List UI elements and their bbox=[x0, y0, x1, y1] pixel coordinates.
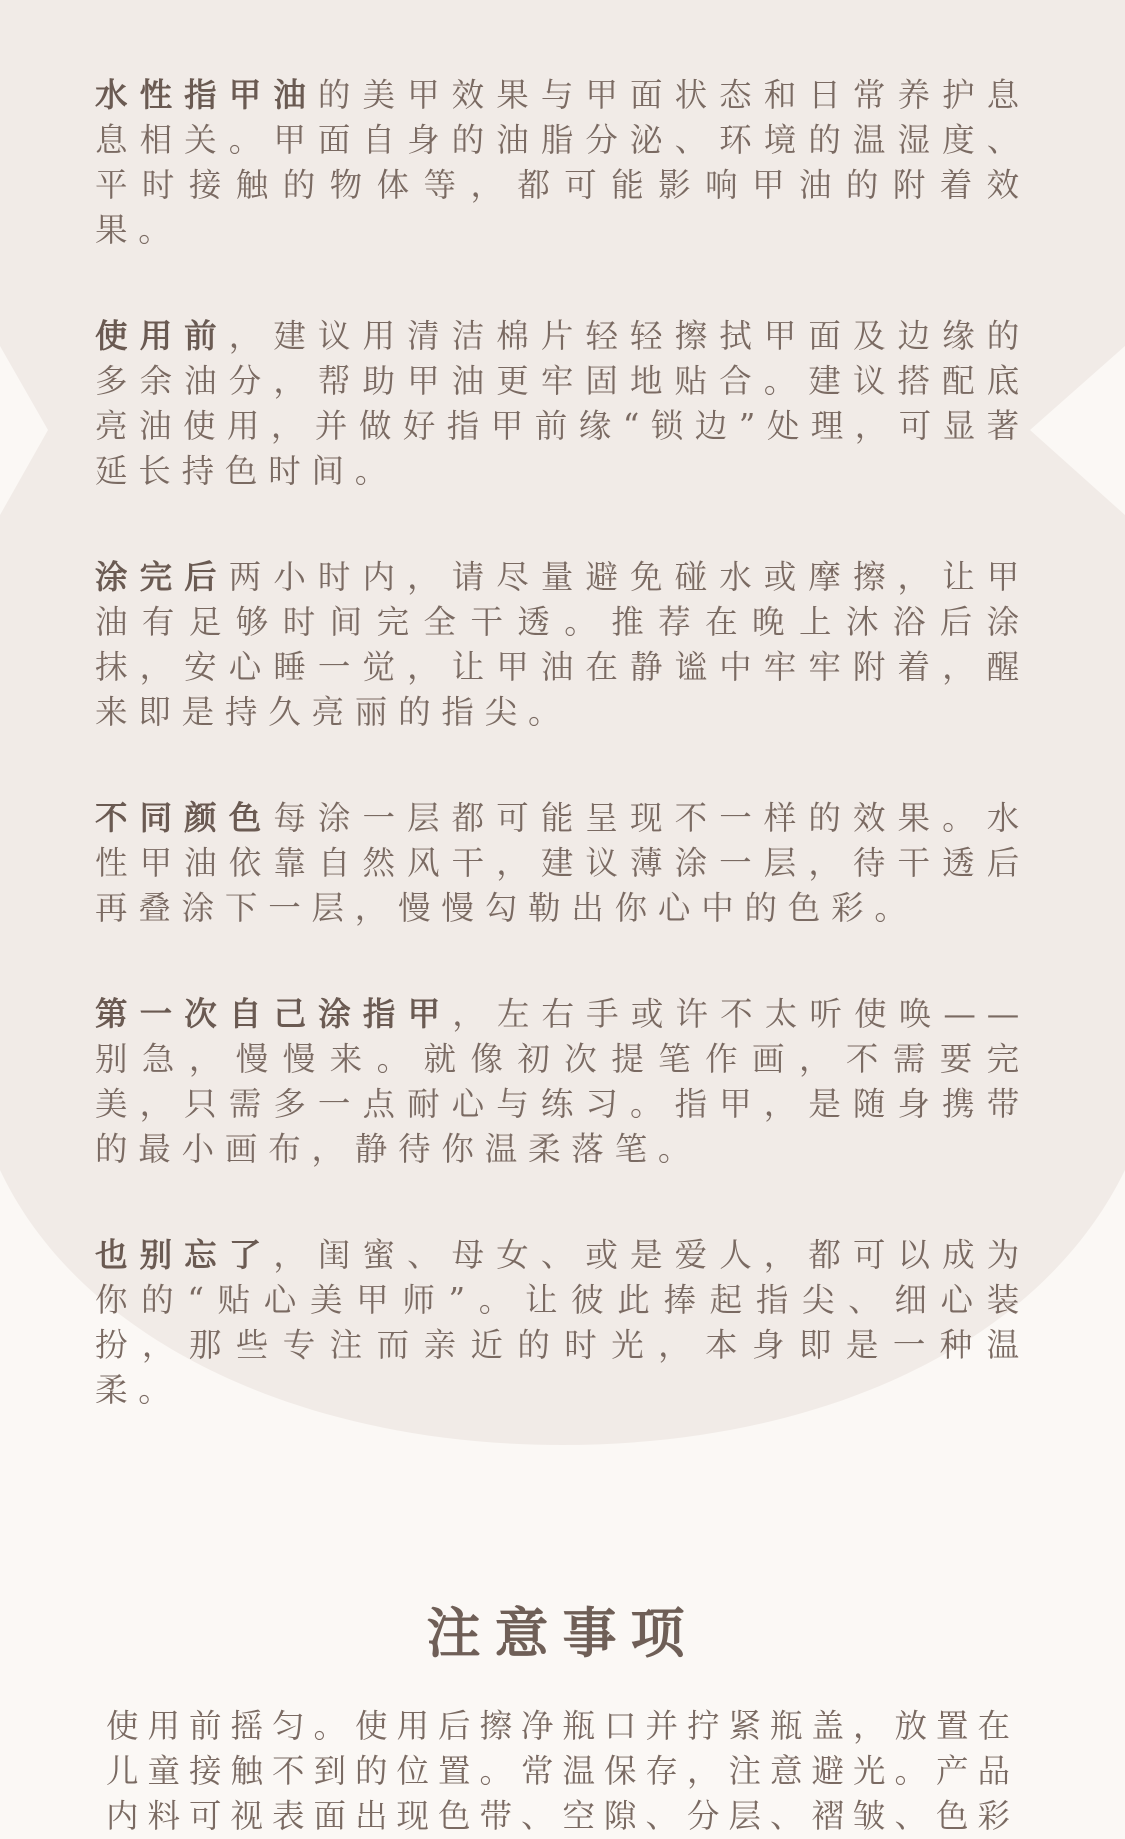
tip-text: 的美甲效果与甲面状态和日常养护息息相关。甲面自身的油脂分泌、环境的温湿度、平时接触的物体等，都可能影响甲油的附着效果。 bbox=[95, 76, 1030, 249]
precautions-body: 使用前摇匀。使用后擦净瓶口并拧紧瓶盖，放置在儿童接触不到的位置。常温保存，注意避光。产品内料可视表面出现色带、空隙、分层、褶皱、色彩 bbox=[105, 1707, 1019, 1835]
tip-lead: 不同颜色 bbox=[95, 798, 274, 837]
tip-text: ，闺蜜、母女、或是爱人，都可以成为你的“贴心美甲师”。让彼此捧起指尖、细心装扮，那些专注而亲近的时光，本身即是一种温柔。 bbox=[95, 1236, 1030, 1409]
tip-lead: 使用前 bbox=[95, 316, 229, 355]
tip-paragraph-after-application bbox=[95, 554, 1030, 735]
precautions-title: 注意事项 bbox=[426, 1601, 699, 1665]
tip-lead: 水性指甲油 bbox=[95, 75, 318, 114]
tip-text: 每涂一层都可能呈现不一样的效果。水性甲油依靠自然风干，建议薄涂一层，待干透后再叠涂下一层，慢慢勾勒出你心中的色彩。 bbox=[95, 799, 1030, 927]
tip-paragraph-dont-forget bbox=[95, 1232, 1030, 1413]
tip-paragraph-different-colors bbox=[95, 795, 1030, 931]
tip-text: ，建议用清洁棉片轻轻擦拭甲面及边缘的多余油分，帮助甲油更牢固地贴合。建议搭配底亮油使用，并做好指甲前缘“锁边”处理，可显著延长持色时间。 bbox=[95, 317, 1031, 490]
tips-content bbox=[95, 72, 1030, 1473]
tip-paragraph-first-time bbox=[95, 991, 1030, 1172]
tip-lead: 涂完后 bbox=[95, 557, 229, 596]
tip-lead: 也别忘了 bbox=[95, 1235, 274, 1274]
tip-text: ，左右手或许不太听使唤——别急，慢慢来。就像初次提笔作画，不需要完美，只需多一点耐心与练习。指甲，是随身携带的最小画布，静待你温柔落笔。 bbox=[95, 995, 1030, 1168]
tip-text: 两小时内，请尽量避免碰水或摩擦，让甲油有足够时间完全干透。推荐在晚上沐浴后涂抹，安心睡一觉，让甲油在静谧中牢牢附着，醒来即是持久亮丽的指尖。 bbox=[95, 558, 1031, 731]
tip-paragraph-before-use bbox=[95, 313, 1030, 494]
tip-lead: 第一次自己涂指甲 bbox=[95, 994, 453, 1033]
tip-paragraph-water-based-polish bbox=[95, 72, 1030, 253]
